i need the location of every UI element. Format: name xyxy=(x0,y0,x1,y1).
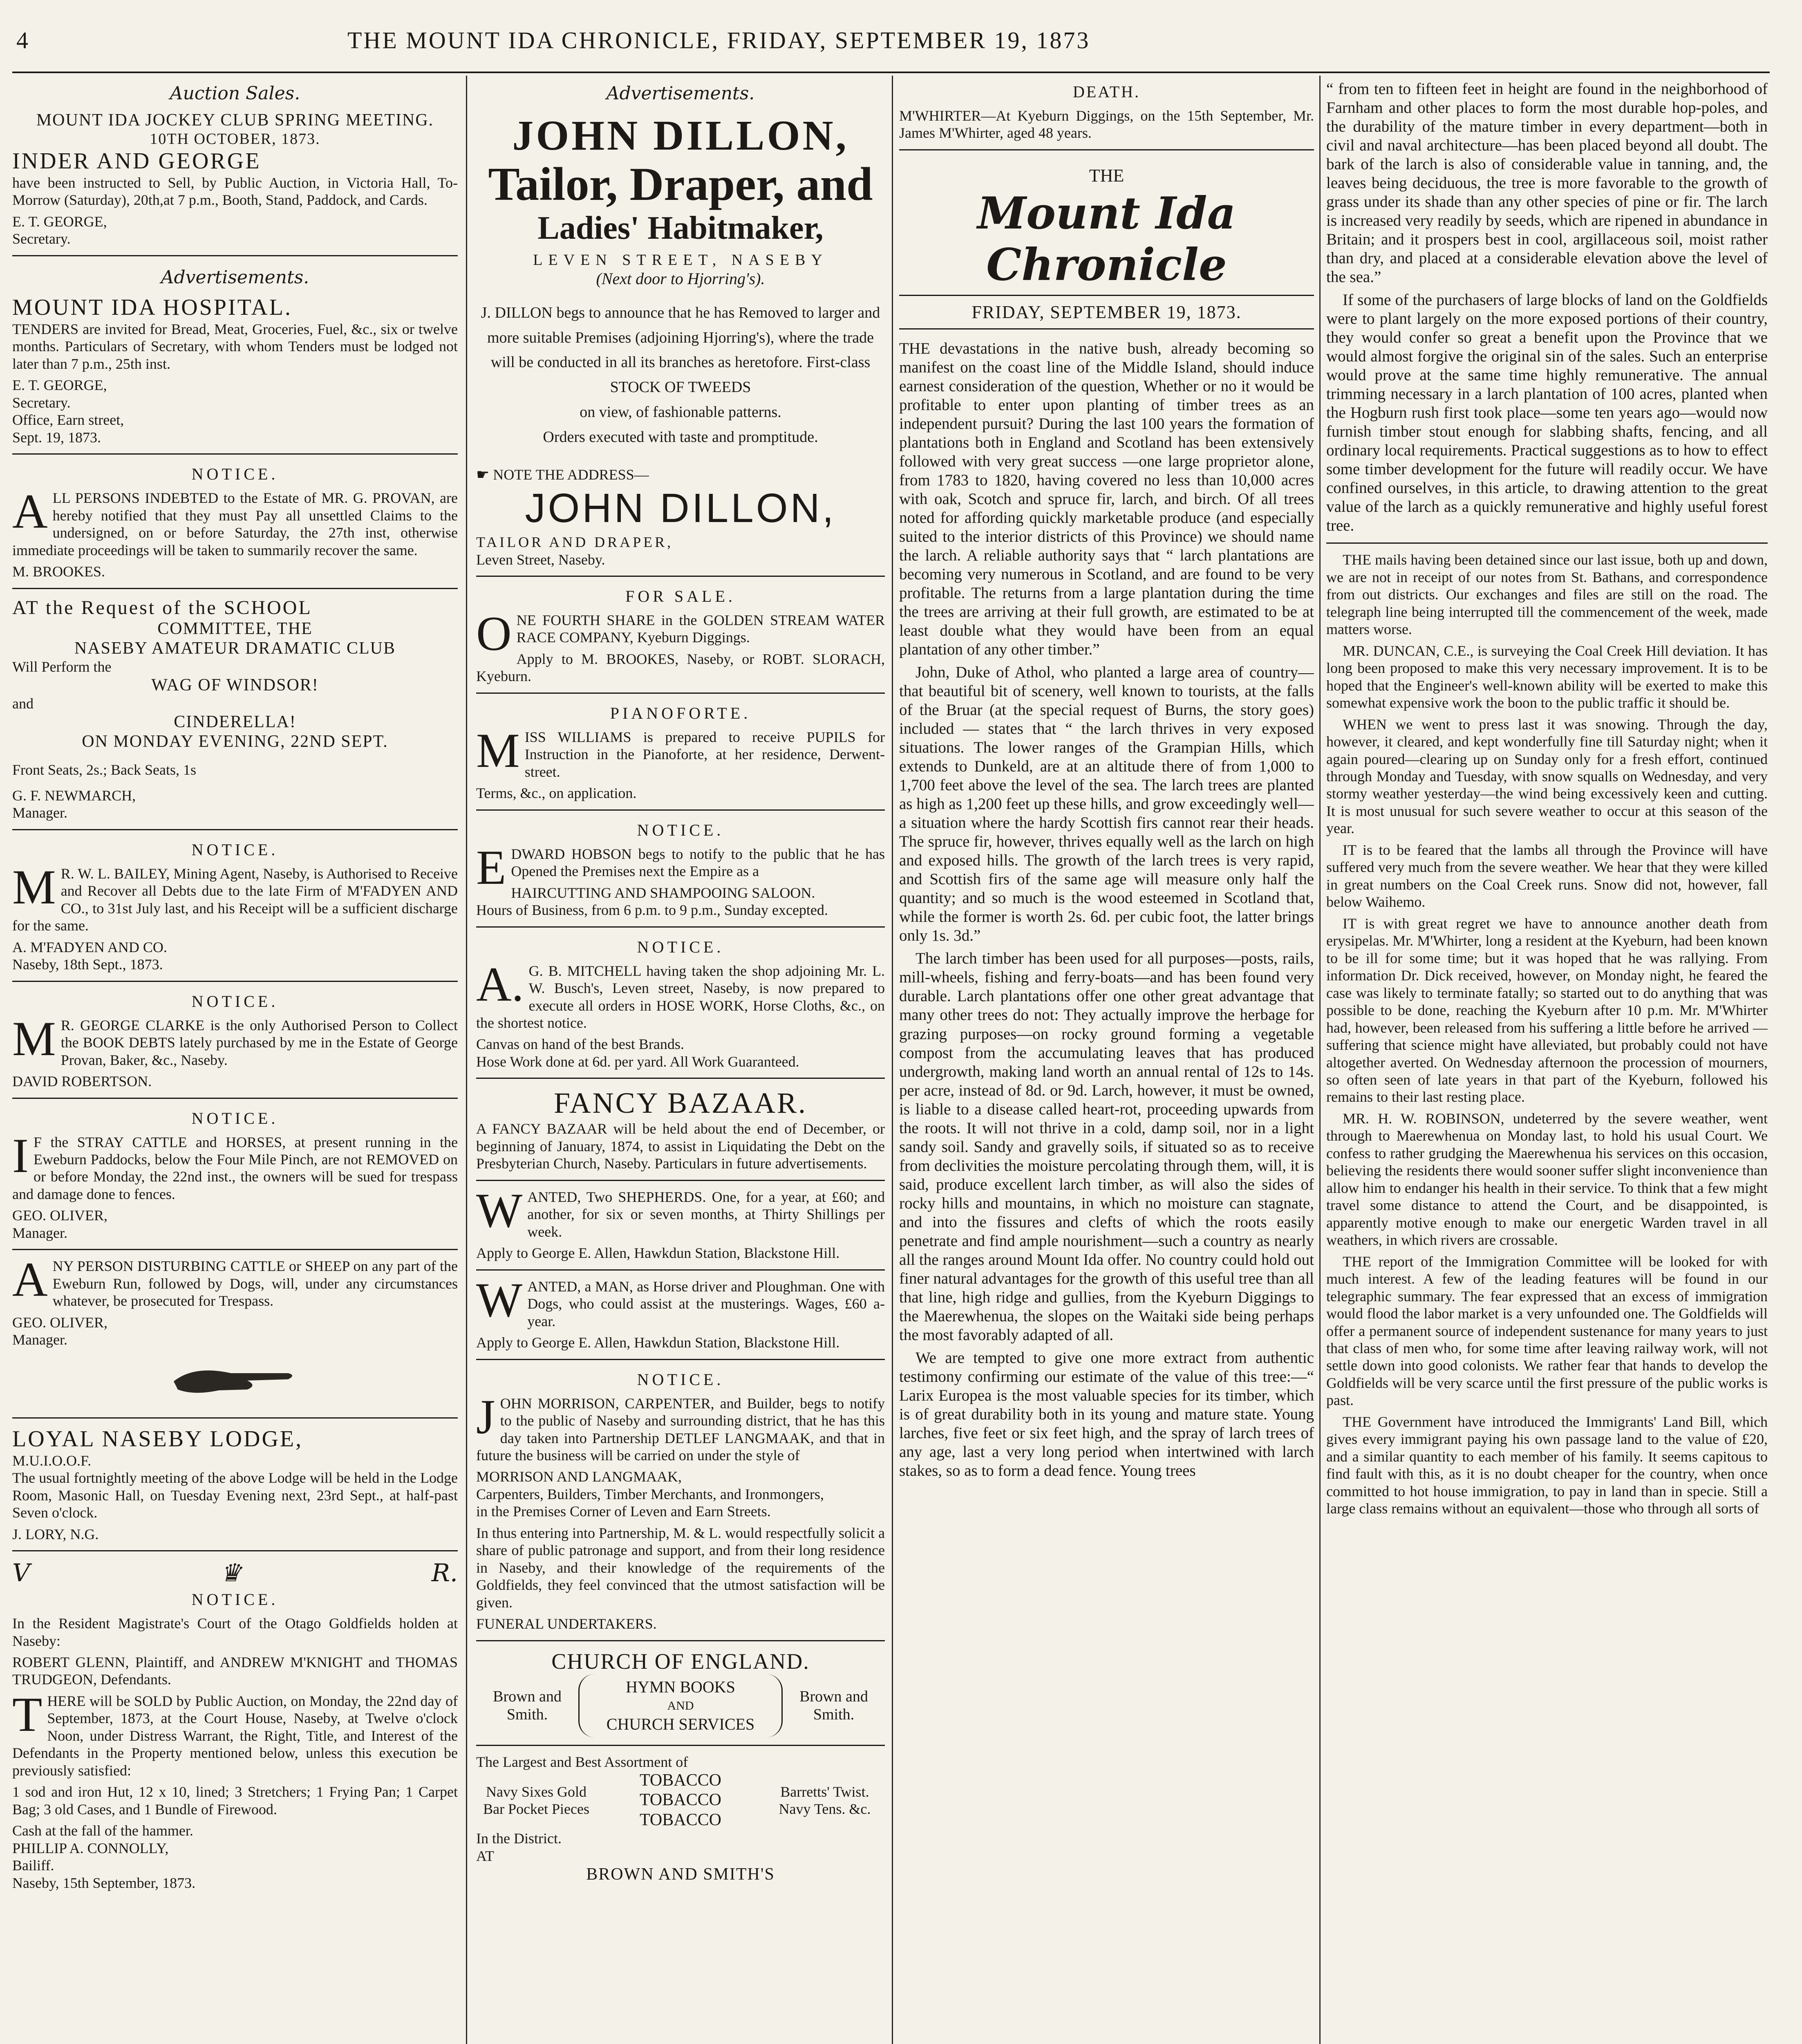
pointing-hand-icon xyxy=(12,1349,458,1410)
crown-icon: ♛ xyxy=(219,1559,242,1588)
column-rule xyxy=(1319,76,1321,2044)
local-news xyxy=(1326,542,1768,1517)
mitchell-ad xyxy=(476,926,885,1071)
masthead xyxy=(12,22,1770,55)
notice-label: NOTICE. xyxy=(637,1370,724,1389)
dillon-name-address: JOHN DILLON, xyxy=(525,485,836,531)
paper-title: Mount Ida Chronicle xyxy=(977,187,1236,291)
shepherds-ad xyxy=(476,1180,885,1262)
school-lead: AT the Request of the SCHOOL xyxy=(12,596,312,619)
morrison-firm: MORRISON AND LANGMAAK, xyxy=(476,1468,682,1485)
george-role: Secretary. xyxy=(12,231,71,247)
church-ad xyxy=(476,1640,885,1737)
morrison-body-2: In thus entering into Partnership, M. & L. would respectfully solicit a share of public patronage and support, and from their long residence in Naseby, and their knowledge of the requirements of the Goldfields, they feel convinced that the utmost satisfaction will be given. xyxy=(476,1524,885,1611)
court-parties: ROBERT GLENN, Plaintiff, and ANDREW M'KNIGHT and THOMAS TRUDGEON, Defendants. xyxy=(12,1654,458,1688)
george-body: have been instructed to Sell, by Public Auction, in Victoria Hall, To-Morrow (Saturday), 20th,at 7 p.m., Booth, Stand, Paddock, and Cards. xyxy=(12,175,458,208)
hobson-salon: HAIRCUTTING AND SHAMPOOING SALOON. xyxy=(511,884,815,901)
sale-heading: FOR SALE. xyxy=(625,587,736,605)
column-2 xyxy=(476,80,885,2044)
news-item: THE Government have introduced the Immigrants' Land Bill, which gives every immigrant paying his own passage land to the value of £20, and a similar quantity to each member of his family. It seems capitous to find fault with this, as it is no doubt cheaper for the country, when once committed to hot house immigration, to pay in land than in specie. Still a large class remains without an equivalent—those who through all sorts of xyxy=(1326,1413,1768,1517)
notice-label: NOTICE. xyxy=(191,840,279,859)
school-line-7: CINDERELLA! xyxy=(174,713,296,732)
church-grid xyxy=(476,1674,885,1737)
disturb-role: Manager. xyxy=(12,1331,67,1348)
sale-ad xyxy=(476,576,885,685)
clarke-notice xyxy=(12,981,458,1090)
paper-the: THE xyxy=(1089,165,1124,186)
masthead-rule xyxy=(12,72,1770,73)
bailey-signature: A. M'FADYEN AND CO. xyxy=(12,939,167,955)
dillon-stock: STOCK OF TWEEDS xyxy=(610,379,751,396)
masthead-title: THE MOUNT IDA CHRONICLE, FRIDAY, SEPTEMBER 19, 1873 xyxy=(347,27,1090,54)
indebted-notice xyxy=(12,453,458,580)
tobacco-middle xyxy=(596,1771,765,1830)
editorial-paragraph: THE devastations in the native bush, already becoming so manifest on the coast line of the Middle Island, should induce earnest consideration of the question, Whether or no it would be profitable to enter upon planting of timber trees as an independent pursuit? During the last 100 years the formation of plantations both in England and Scotland has been extensively followed with very great success —one large proprietor alone, from 1783 to 1820, having covered no less than 10,000 acres with oak, Scotch and spruce fir, larch, and birch. Of all trees noted for affording quickly marketable produce (and especially suited to the interior districts of this Province) we should name the larch. A reliable authority says that “ larch plantations are becoming very numerous in Scotland, and are found to be very profitable. The returns from a large plantation during the time the trees are arriving at their full growth, are estimated to be at least double what they would have been from an equal plantation of any other timber.” xyxy=(899,339,1314,659)
dillon-ad xyxy=(476,83,885,568)
vr-emblem xyxy=(12,1559,458,1587)
bailey-date: Naseby, 18th Sept., 1873. xyxy=(12,956,163,973)
school-line-2: COMMITTEE, THE xyxy=(157,619,313,638)
editorial-paragraph: If some of the purchasers of large blocks of land on the Goldfields were to plant largely on the more exposed portions of their country, they would confer so great a benefit upon the Province that we would almost forgive the original sin of the sales. Such an enterprise would prove at the same time highly remunerative. The annual trimming necessary in a larch plantation of 100 acres, planted when the Hogburn rush first took place—some ten years ago—would now furnish timber stout enough for slabbing shafts, fencing, and all ordinary local requirements. Practical suggestions as to how to effect some timber development for the future will readily occur. We have confined ourselves, in this article, to drawing attention to the great value of the larch as a quickly remunerative and highly useful forest tree. xyxy=(1326,291,1768,535)
church-title: CHURCH OF ENGLAND. xyxy=(551,1649,810,1674)
school-line-4: Will Perform the xyxy=(12,658,112,675)
mitchell-body: A.G. B. MITCHELL having taken the shop adjoining Mr. L. W. Busch's, Leven street, Naseby, is now prepared to execute all orders in HOSE WORK, Horse Cloths, &c., on the shortest notice. xyxy=(476,957,885,1031)
school-line-8: ON MONDAY EVENING, 22ND SEPT. xyxy=(82,732,388,751)
share-apply: Apply to M. BROOKES, Naseby, or ROBT. SLORACH, Kyeburn. xyxy=(476,650,885,685)
editorial-paragraph: We are tempted to give one more extract from authentic testimony confirming our estimate of the value of this tree:—“ Larix Europea is the most valuable species for its timber, which is of great durability both in its young and mature state. Young larches, five feet or six feet high, and the spray of larch trees of any age, last a very long period when intertwined with larch stakes, so as to form a dead fence. Young trees xyxy=(899,1349,1314,1479)
column-1 xyxy=(12,80,458,2044)
indebted-body: ALL PERSONS INDEBTED to the Estate of MR. G. PROVAN, are hereby notified that they must Pay all unsettled Claims to the undersigned, on or before Saturday, the 27th inst, otherwise immediate proceedings will be taken to summarily recover the same. xyxy=(12,484,458,558)
piano-terms: Terms, &c., on application. xyxy=(476,785,637,802)
tobacco-ad xyxy=(476,1745,885,1884)
morrison-ad xyxy=(476,1359,885,1633)
column-4 xyxy=(1326,80,1768,2044)
tobacco-mid-3: TOBACCO xyxy=(640,1810,721,1829)
hospital-title: MOUNT IDA HOSPITAL. xyxy=(12,294,292,320)
page-number: 4 xyxy=(16,27,30,54)
school-seats: Front Seats, 2s.; Back Seats, 1s xyxy=(12,762,196,778)
jockey-date: 10TH OCTOBER, 1873. xyxy=(150,130,320,148)
cattle-notice xyxy=(12,1098,458,1242)
lodge-title: LOYAL NASEBY LODGE, xyxy=(12,1426,303,1452)
news-item: IT is with great regret we have to announce another death from erysipelas. Mr. M'Whirter, long a resident at the Kyeburn, had been known to be ill for some time; but it was hoped that he was rallying. From information Dr. Dick received, however, on Monday night, he feared the case was likely to terminate fatally; so started out to do anything that was possible to be done, reaching the Kyeburn after 10 p.m. Mr. M'Whirter had, however, been released from his suffering a little before he arrived — suffering that science might have alleviated, but probably could not have altogether averted. On Wednesday afternoon the procession of mourners, so often seen of late years in that part of the Kyeburn, followed his remains to their last resting place. xyxy=(1326,915,1768,1105)
morrison-trades: Carpenters, Builders, Timber Merchants, and Ironmongers, xyxy=(476,1486,824,1502)
hobson-body: EDWARD HOBSON begs to notify to the public that he has Opened the Premises next the Empire as a xyxy=(476,840,885,894)
editorial-article xyxy=(899,339,1314,1480)
news-item: WHEN we went to press last it was snowing. Through the day, however, it cleared, and kept wonderfully fine till Saturday night; when it again poured—clearing up on Sunday only for a fresh effort, continued through Monday and Tuesday, with snow squalls on Wednesday, and very stormy weather yesterday—the wind being excessively keen and cutting. It is most unusual for such severe weather to occur at this season of the year. xyxy=(1326,716,1768,837)
editorial-paragraph: The larch timber has been used for all purposes—posts, rails, mill-wheels, fishing and ferry-boats—and has been found very durable. Larch plantations offer one other great advantage that many other trees do not: They actually improve the herbage for grazing purposes—on rocky ground forming a vegetable compost from the accumulating leaves that has produced undergrowth, making land worth an annual rental of 12s to 14s. per acre, instead of 8d. or 9d. Larch, however, it must be owned, is liable to a disease called heart-rot, proceeding upwards from the roots. It will not thrive in a cold, damp soil, nor in a light sandy soil. Sandy and gravelly soils, if situated so as to receive from declivities the moisture percolating through them, will, it is said, produce excellent larch timber, as will also the sides of rocky hills and mountains, in which no moisture can stagnate, and into the fissures and clefts of which the roots easily penetrate and find ample nourishment—such a country as nearly all the ranges around Mount Ida offer. No country could hold out finer natural advantages for the growth of this useful tree than all that line, high ridge and gullies, from the Kyeburn Diggings to the Maerewhenua, the slopes on the Waitaki side being perhaps the most favorably adapted of all. xyxy=(899,950,1314,1344)
mitchell-canvas: Canvas on hand of the best Brands. xyxy=(476,1036,684,1053)
school-line-3: NASEBY AMATEUR DRAMATIC CLUB xyxy=(74,639,396,658)
notice-label: NOTICE. xyxy=(191,1109,279,1127)
editorial-continued xyxy=(1326,80,1768,535)
news-item: IT is to be feared that the lambs all through the Province will have suffered very much from the severe weather. We hear that they were killed in great numbers on the Coal Creek runs. Snow did not, however, fall below Waihemo. xyxy=(1326,841,1768,910)
editorial-paragraph: “ from ten to fifteen feet in height are found in the neighborhood of Farnham and other places to form the most durable hop-poles, and the durability of the mature timber in every department—both in civil and naval architecture—has been placed beyond all doubt. The bark of the larch is also of considerable value in tanning, and, the leaves being deciduous, the tree is more favorable to the growth of grass under its shade than any other species of pine or fir. The larch is increased very readily by seeds, which are ripened in abundance in Britain; and it prospers best in cool, argillaceous soil, moist rather than dry, and placed at a considerable elevation above the level of the sea.” xyxy=(1326,80,1768,286)
disturb-notice xyxy=(12,1249,458,1410)
tobacco-grid xyxy=(476,1771,885,1830)
school-line-6: and xyxy=(12,695,34,712)
death-notice xyxy=(899,82,1314,142)
hospital-signature: E. T. GEORGE, xyxy=(12,377,107,394)
news-item: THE mails having been detained since our last issue, both up and down, we are not in receipt of our notes from St. Bathans, and correspondence from out districts. Our exchanges and files are still on the road. The telegraph line being interrupted till the commencement of the week, made matters worse. xyxy=(1326,551,1768,638)
clarke-body: MR. GEORGE CLARKE is the only Authorised Person to Collect the BOOK DEBTS lately purchased by me in the Estate of George Provan, Baker, &c., Naseby. xyxy=(12,1011,458,1068)
tobacco-district: In the District. xyxy=(476,1830,562,1847)
piano-body: MISS WILLIAMS is prepared to receive PUPILS for Instruction in the Pianoforte, at her residence, Derwent-street. xyxy=(476,723,885,780)
column-rule xyxy=(466,76,467,2044)
george-signature: E. T. GEORGE, xyxy=(12,213,107,230)
church-right: Brown and Smith. xyxy=(799,1688,868,1724)
court-signature: PHILLIP A. CONNOLLY, xyxy=(12,1840,169,1856)
vr-v: V xyxy=(12,1559,30,1588)
dillon-leven: Leven Street, Naseby. xyxy=(476,551,605,568)
piano-heading: PIANOFORTE. xyxy=(610,704,751,722)
indebted-signature: M. BROOKES. xyxy=(12,563,105,580)
morrison-body: JOHN MORRISON, CARPENTER, and Builder, begs to notify to the public of Naseby and surrounding district, that he has this day taken into Partnership DETLEF LANGMAAK, and that in future the business will be carried on under the style of xyxy=(476,1389,885,1464)
hobson-ad xyxy=(476,809,885,919)
ads-heading: Advertisements. xyxy=(161,267,309,288)
man-body: WANTED, a MAN, as Horse driver and Ploughman. One with Dogs, who could assist at the musterings. Wages, £60 a-year. xyxy=(476,1272,885,1329)
court-notice xyxy=(12,1550,458,1892)
clarke-signature: DAVID ROBERTSON. xyxy=(12,1073,152,1090)
column-3 xyxy=(899,80,1314,2044)
disturb-body: ANY PERSON DISTURBING CATTLE or SHEEP on any part of the Eweburn Run, followed by Dogs, will, under any circumstances whatever, be prosecuted for Trespass. xyxy=(12,1252,458,1309)
dillon-body: J. DILLON begs to announce that he has Removed to larger and more suitable Premises (adjoining Hjorring's), where the trade will be conducted in all its branches as heretofore. First-class xyxy=(481,304,880,371)
news-item: MR. DUNCAN, C.E., is surveying the Coal Creek Hill deviation. It has long been proposed to make this very necessary improvement. It is to be hoped that the Engineer's well-known ability will be exerted to make this somewhat expensive work the boon to the public traffic it should be. xyxy=(1326,642,1768,711)
ads-section xyxy=(12,255,458,446)
lodge-signature: J. LORY, N.G. xyxy=(12,1526,99,1542)
dillon-tailor-draper: TAILOR AND DRAPER, xyxy=(476,534,674,551)
school-signature: G. F. NEWMARCH, xyxy=(12,787,136,804)
dillon-habitmaker: Ladies' Habitmaker, xyxy=(537,210,824,246)
piano-ad xyxy=(476,693,885,802)
dillon-orders: Orders executed with taste and promptitude. xyxy=(543,428,818,446)
hospital-body: TENDERS are invited for Bread, Meat, Groceries, Fuel, &c., six or twelve months. Particulars of Secretary, with whom Tenders must be lodged not later than 7 p.m., 25th inst. xyxy=(12,320,458,372)
bazaar-title: FANCY BAZAAR. xyxy=(553,1087,808,1120)
dillon-view: on view, of fashionable patterns. xyxy=(580,403,781,421)
tobacco-at: AT xyxy=(476,1847,494,1864)
court-body: THERE will be SOLD by Public Auction, on Monday, the 22nd day of September, 1873, at the Court House, Naseby, at Twelve o'clock Noon, under Distress Warrant, the Right, Title, and Interest of the Defendants in the Property mentioned below, unless this execution be previously satisfied: xyxy=(12,1687,458,1779)
cattle-role: Manager. xyxy=(12,1224,67,1241)
court-role: Bailiff. xyxy=(12,1857,54,1874)
death-body: M'WHIRTER—At Kyeburn Diggings, on the 15th September, Mr. James M'Whirter, aged 48 years. xyxy=(899,108,1314,141)
man-apply: Apply to George E. Allen, Hawkdun Station, Blackstone Hill. xyxy=(476,1334,840,1351)
notice-label: NOTICE. xyxy=(191,992,279,1011)
bazaar-body: A FANCY BAZAAR will be held about the end of December, or beginning of January, 1874, to assist in Liquidating the Debt on the Presbyterian Church, Naseby. Particulars in future advertisements. xyxy=(476,1121,885,1172)
ads-heading: Advertisements. xyxy=(606,83,755,104)
death-heading: DEATH. xyxy=(1072,83,1141,101)
tobacco-mid-2: TOBACCO xyxy=(640,1791,721,1810)
lodge-body: The usual fortnightly meeting of the above Lodge will be held in the Lodge Room, Masonic Hall, on Tuesday Evening next, 23rd Sept., at half-past Seven o'clock. xyxy=(12,1470,458,1521)
hospital-role: Secretary. xyxy=(12,394,71,411)
jockey-title: MOUNT IDA JOCKEY CLUB SPRING MEETING. xyxy=(36,111,434,130)
church-mid-2: AND xyxy=(667,1699,694,1712)
dillon-name: JOHN DILLON, xyxy=(512,112,849,159)
note-address xyxy=(476,466,885,483)
church-mid-1: HYMN BOOKS xyxy=(626,1677,735,1696)
lodge-notice xyxy=(12,1417,458,1543)
tobacco-left: Navy Sixes Gold Bar Pocket Pieces xyxy=(483,1783,590,1817)
pointing-hand-icon: ☛ xyxy=(476,466,493,483)
shepherds-apply: Apply to George E. Allen, Hawkdun Station, Blackstone Hill. xyxy=(476,1245,840,1262)
cattle-body: IF the STRAY CATTLE and HORSES, at present running in the Eweburn Paddocks, below the Four Mile Pinch, are not REMOVED on or before Monday, the 22nd inst., the owners will be sued for trespass and damage done to fences. xyxy=(12,1128,458,1202)
vr-r: R. xyxy=(431,1559,458,1588)
church-left: Brown and Smith. xyxy=(493,1688,562,1724)
column-rule xyxy=(892,76,893,2044)
school-role: Manager. xyxy=(12,805,67,821)
tobacco-mid-1: TOBACCO xyxy=(640,1771,721,1790)
news-item: THE report of the Immigration Committee will be looked for with much interest. A few of the leading features will be found in our telegraphic summary. The fear expressed that an excess of immigration would flood the labor market is a very unfounded one. The Goldfields will offer a permanent source of independent sustenance for many years to just that class of men who, for some time after leaving railway work, will not settle down into good colonists. We rather fear that hands to develop the Goldfields will be very scarce until the first pressure of the public works is past. xyxy=(1326,1253,1768,1409)
tobacco-shop: BROWN AND SMITH'S xyxy=(586,1865,775,1884)
morrison-premises: in the Premises Corner of Leven and Earn Streets. xyxy=(476,1503,771,1520)
bailey-notice xyxy=(12,829,458,973)
man-ad xyxy=(476,1269,885,1351)
church-middle xyxy=(578,1674,783,1737)
church-mid-3: CHURCH SERVICES xyxy=(606,1715,755,1733)
editorial-dateline: FRIDAY, SEPTEMBER 19, 1873. xyxy=(899,295,1314,329)
court-fall: Cash at the fall of the hammer. xyxy=(12,1822,193,1839)
hospital-date: Sept. 19, 1873. xyxy=(12,429,101,446)
george-lead: INDER AND GEORGE xyxy=(12,148,261,174)
notice-label: NOTICE. xyxy=(191,1590,279,1609)
school-line-5: WAG OF WINDSOR! xyxy=(151,675,319,695)
share-body: ONE FOURTH SHARE in the GOLDEN STREAM WATER RACE COMPANY, Kyeburn Diggings. xyxy=(476,606,885,661)
bailey-body: MR. W. L. BAILEY, Mining Agent, Naseby, is Authorised to Receive and Recover all Debts due to the late Firm of M'FADYEN AND CO., to 31st July last, and his Receipt will be a sufficient discharge for the same. xyxy=(12,859,458,934)
mitchell-hose: Hose Work done at 6d. per yard. All Work Guaranteed. xyxy=(476,1053,799,1070)
bazaar-ad xyxy=(476,1078,885,1172)
notice-label: NOTICE. xyxy=(637,937,724,956)
disturb-signature: GEO. OLIVER, xyxy=(12,1314,107,1331)
notice-label: NOTICE. xyxy=(191,465,279,484)
news-item: MR. H. W. ROBINSON, undeterred by the severe weather, went through to Maerewhenua on Monday last, to hold his usual Court. We confess to rather grudging the Maerewhenua his services on this occasion, believing the residents there would sooner suffer slight inconvenience than allow him to endanger his health in their service. To think that a few might travel some distance to attend the Court, and be disappointed, is apparently motive enough to make our energetic Warden travel in all weathers, in which rivers are crossable. xyxy=(1326,1110,1768,1248)
auction-section xyxy=(12,83,458,248)
hospital-office: Office, Earn street, xyxy=(12,412,124,428)
dillon-street: LEVEN STREET, NASEBY xyxy=(533,251,828,269)
morrison-funeral: FUNERAL UNDERTAKERS. xyxy=(476,1616,657,1632)
lodge-subtitle: M.U.I.O.O.F. xyxy=(12,1452,92,1469)
dillon-next-door: (Next door to Hjorring's). xyxy=(596,269,765,288)
court-intro: In the Resident Magistrate's Court of the Otago Goldfields holden at Naseby: xyxy=(12,1615,458,1649)
dillon-trade: Tailor, Draper, and xyxy=(488,158,873,211)
hobson-hours: Hours of Business, from 6 p.m. to 9 p.m., Sunday excepted. xyxy=(476,902,828,919)
court-date: Naseby, 15th September, 1873. xyxy=(12,1874,196,1891)
auction-heading: Auction Sales. xyxy=(170,83,300,104)
editorial-paragraph: John, Duke of Athol, who planted a large area of country—that beautiful bit of scenery, well known to tourists, at the falls of the Bruar (at the special request of Burns, the story goes) included — states that “ the larch thrives in very exposed situations. The lower ranges of the Grampian Hills, which extends to Dunkeld, are at an altitude there of from 1,000 to 1,700 feet above the level of the sea. The larch trees are planted as high as 1,200 feet up these hills, and grow exceedingly well—a situation where the hardy Scottish firs cannot rear their heads. The spruce fir, however, thrives equally well as the larch on high and exposed hills. The growth of the larch trees is very rapid, and Scottish firs of the same age will measure only half the quantity; and so much is the wood esteemed in Scotland that, while the former is worth 2s. 6d. per cubic foot, the latter brings only 1s. 3d.” xyxy=(899,663,1314,945)
shepherds-body: WANTED, Two SHEPHERDS. One, for a year, at £60; and another, for six or seven months, at Thirty Shillings per week. xyxy=(476,1183,885,1240)
tobacco-right: Barretts' Twist. Navy Tens. &c. xyxy=(779,1783,871,1817)
notice-label: NOTICE. xyxy=(637,820,724,839)
court-items: 1 sod and iron Hut, 12 x 10, lined; 3 Stretchers; 1 Frying Pan; 1 Carpet Bag; 3 old Cases, and 1 Bundle of Firewood. xyxy=(12,1784,458,1818)
tobacco-intro: The Largest and Best Assortment of xyxy=(476,1753,688,1770)
cattle-signature: GEO. OLIVER, xyxy=(12,1207,107,1224)
editorial-header xyxy=(899,149,1314,329)
note-address-label: NOTE THE ADDRESS— xyxy=(493,466,649,483)
school-notice xyxy=(12,588,458,822)
